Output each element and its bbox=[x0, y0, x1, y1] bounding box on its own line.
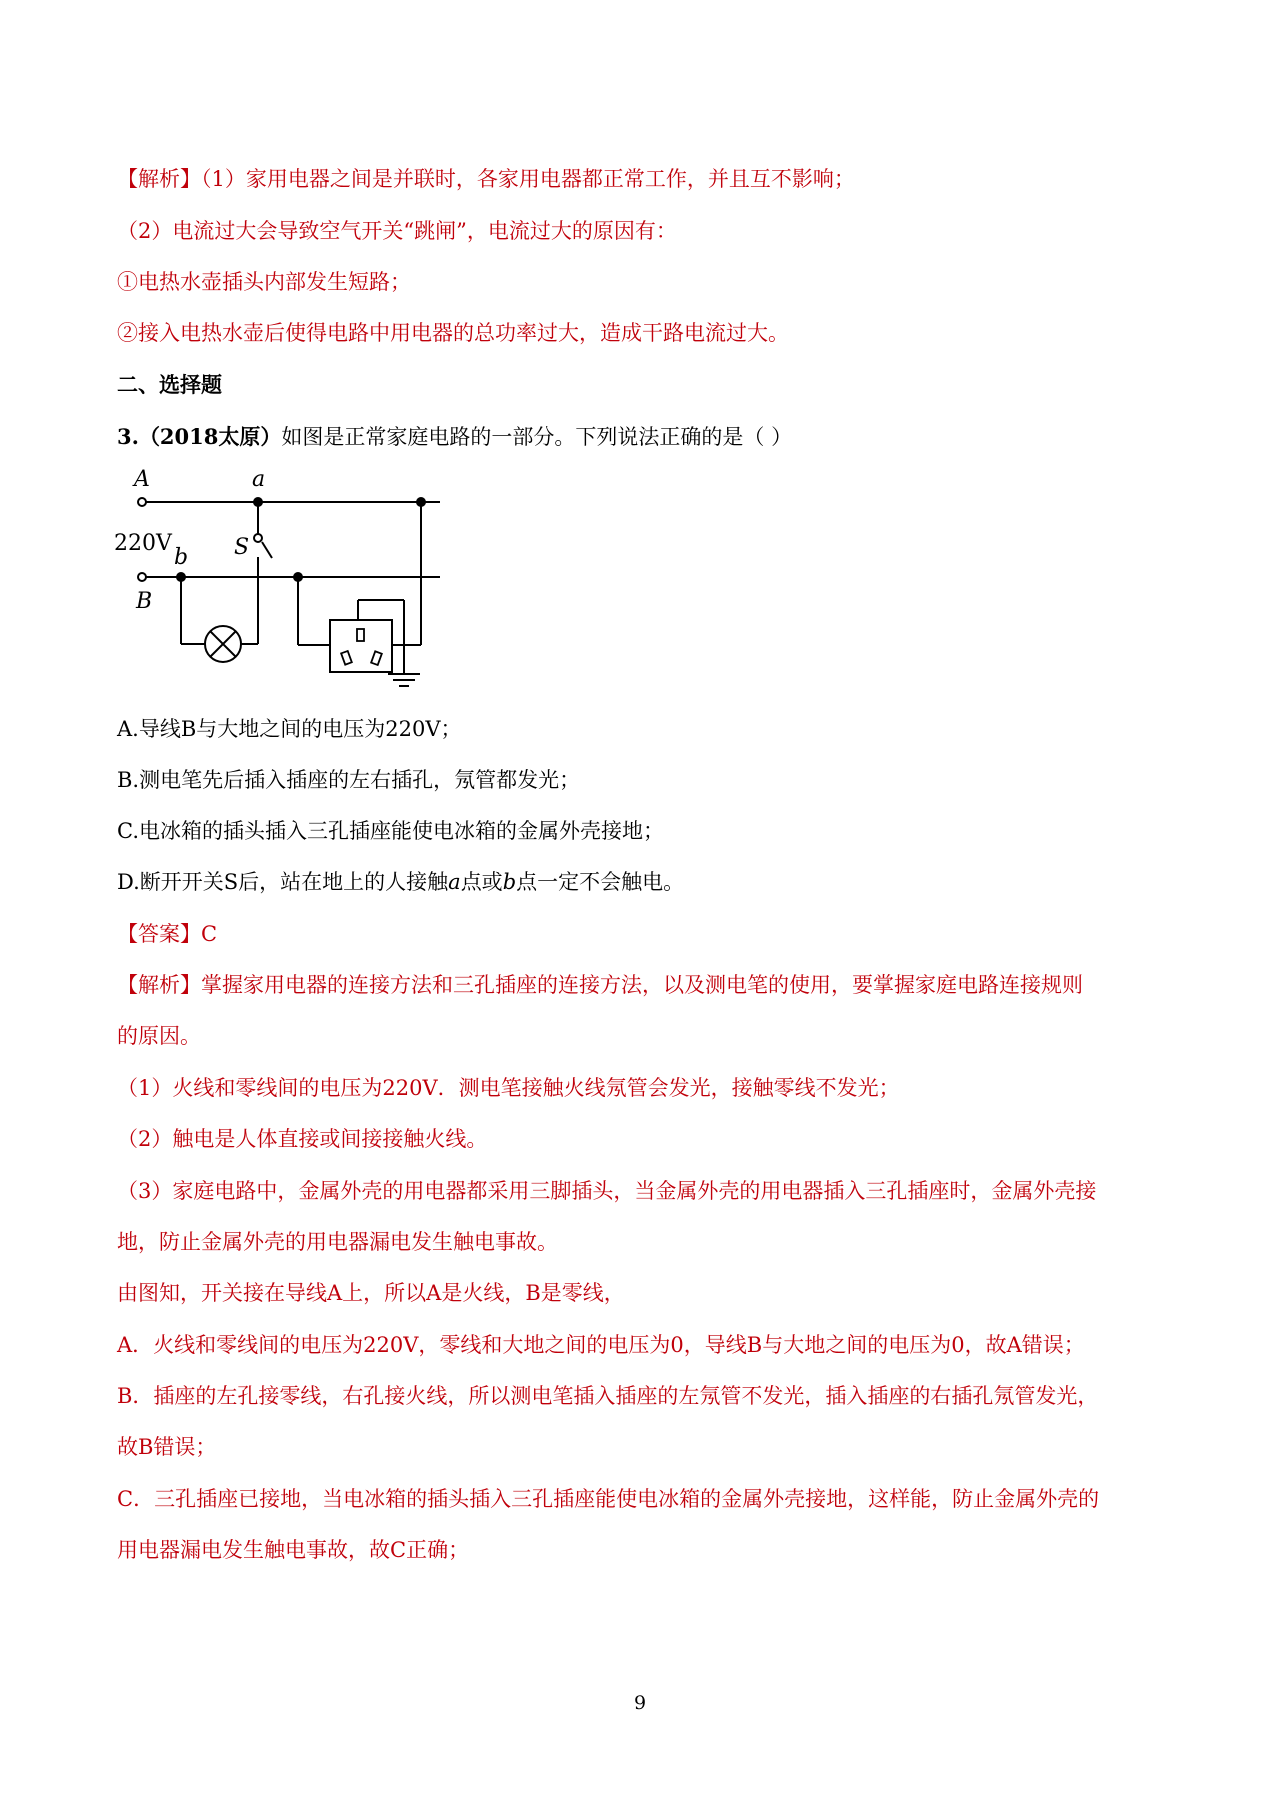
junction-neutral-socket bbox=[293, 572, 303, 582]
option-a: A.导线B与大地之间的电压为220V； bbox=[117, 717, 462, 741]
junction-b bbox=[176, 572, 186, 582]
analysis2-p2: （2）触电是人体直接或间接接触火线。 bbox=[117, 1127, 488, 1151]
analysis2-tag: 【解析】 bbox=[117, 973, 201, 997]
junction-live-socket bbox=[416, 497, 426, 507]
analysis1-line4: ②接入电热水壶后使得电路中用电器的总功率过大，造成干路电流过大。 bbox=[117, 321, 789, 345]
analysis2-pC2: 用电器漏电发生触电事故，故C正确； bbox=[117, 1538, 470, 1562]
analysis2-p1: （1）火线和零线间的电压为220V．测电笔接触火线氖管会发光，接触零线不发光； bbox=[117, 1076, 900, 1100]
answer-tag: 【答案】 bbox=[117, 922, 201, 946]
analysis2-pC1: C．三孔插座已接地，当电冰箱的插头插入三孔插座能使电冰箱的金属外壳接地，这样能，防止金属外壳的 bbox=[117, 1487, 1100, 1511]
page-number: 9 bbox=[633, 1692, 647, 1714]
label-b: b bbox=[174, 545, 189, 570]
circuit-diagram bbox=[112, 462, 452, 702]
analysis2-pB1: B．插座的左孔接零线，右孔接火线，所以测电笔插入插座的左氖管不发光，插入插座的右插孔氖管发光， bbox=[117, 1384, 1099, 1408]
option-d: D.断开开关S后，站在地上的人接触a点或b点一定不会触电。 bbox=[117, 870, 685, 894]
label-a: a bbox=[252, 467, 266, 492]
analysis2-pB2: 故B错误； bbox=[117, 1435, 217, 1459]
analysis1-line1: 【解析】（1）家用电器之间是并联时，各家用电器都正常工作，并且互不影响； bbox=[117, 167, 855, 191]
junction-a bbox=[253, 497, 263, 507]
analysis2-p4: 由图知，开关接在导线A上，所以A是火线，B是零线， bbox=[117, 1281, 625, 1305]
analysis2-p3b: 地，防止金属外壳的用电器漏电发生触电事故。 bbox=[117, 1230, 558, 1254]
question-stem: 3.（2018太原）如图是正常家庭电路的一部分。下列说法正确的是（ ） bbox=[117, 424, 793, 449]
analysis2-intro1: 【解析】掌握家用电器的连接方法和三孔插座的连接方法，以及测电笔的使用，要掌握家庭电路连接规则 bbox=[117, 973, 1083, 997]
answer-line bbox=[117, 919, 217, 949]
analysis1-line2: （2）电流过大会导致空气开关“跳闸”，电流过大的原因有： bbox=[117, 219, 677, 243]
analysis2-p3a: （3）家庭电路中，金属外壳的用电器都采用三脚插头，当金属外壳的用电器插入三孔插座时，金属外壳接 bbox=[117, 1179, 1097, 1203]
answer-value: C bbox=[201, 922, 218, 946]
question-number: 3. bbox=[117, 424, 139, 449]
analysis2-pA: A．火线和零线间的电压为220V，零线和大地之间的电压为0，导线B与大地之间的电压为0，故A错误； bbox=[117, 1333, 1085, 1357]
analysis1-line3: ①电热水壶插头内部发生短路； bbox=[117, 270, 411, 294]
analysis2-intro2: 的原因。 bbox=[117, 1024, 201, 1048]
label-B: B bbox=[136, 589, 153, 614]
label-S: S bbox=[234, 535, 250, 560]
section-title: 二、选择题 bbox=[117, 372, 222, 397]
question-source: （2018太原） bbox=[138, 424, 282, 449]
option-b: B.测电笔先后插入插座的左右插孔，氖管都发光； bbox=[117, 768, 581, 792]
label-voltage: 220V bbox=[114, 531, 172, 556]
option-c: C.电冰箱的插头插入三孔插座能使电冰箱的金属外壳接地； bbox=[117, 819, 664, 843]
label-A: A bbox=[134, 467, 150, 492]
analysis1-tag: 【解析】 bbox=[117, 167, 201, 191]
